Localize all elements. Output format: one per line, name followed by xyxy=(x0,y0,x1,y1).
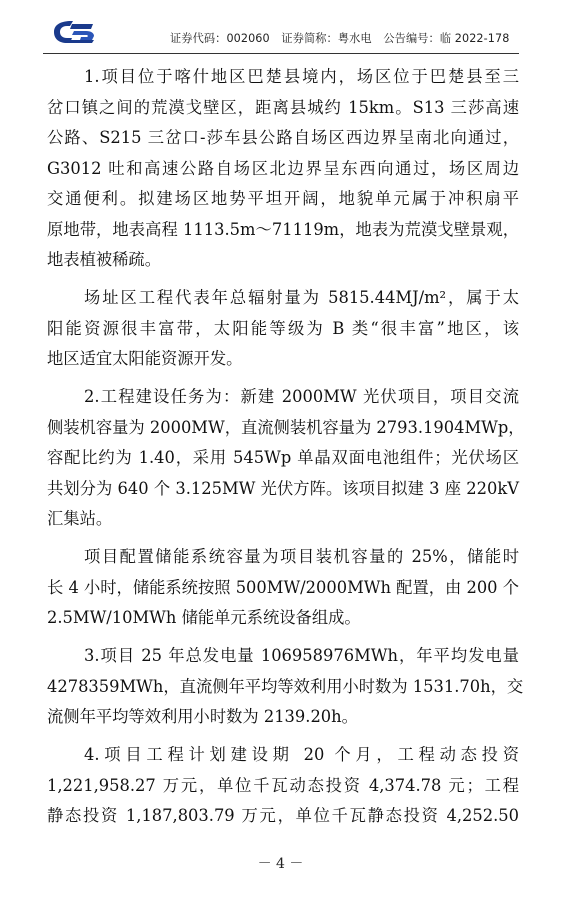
stock-name: 证券简称：粤水电 xyxy=(281,32,372,45)
text-line: 地表植被稀疏。 xyxy=(47,250,161,269)
text-line: 4278359MWh，直流侧年平均等效利用小时数为 1531.70h，交 xyxy=(47,676,524,696)
text-line: 静态投资 1,187,803.79 万元，单位千瓦静态投资 4,252.50 xyxy=(47,806,519,825)
text-line: 长 4 小时，储能系统按照 500MW/2000MWh 配置，由 200 个 xyxy=(47,577,519,597)
paragraph-radiation xyxy=(47,283,519,375)
header-divider xyxy=(43,53,519,54)
text-line: 公路、S215 三岔口-莎车县公路自场区西边界呈南北向通过， xyxy=(47,128,519,147)
paragraph-generation xyxy=(47,641,524,733)
paragraph-storage xyxy=(47,542,519,634)
text-line: 4.项目工程计划建设期 20 个月，工程动态投资 xyxy=(84,745,519,764)
text-line: 原地带，地表高程 1113.5m～71119m，地表为荒漠戈壁景观， xyxy=(47,219,519,239)
text-line: 2.工程建设任务为：新建 2000MW 光伏项目，项目交流 xyxy=(84,387,519,406)
text-line: 地区适宜太阳能资源开发。 xyxy=(47,349,243,368)
text-line: 项目配置储能系统容量为项目装机容量的 25%，储能时 xyxy=(84,547,519,566)
text-line: 交通便利。拟建场区地势平坦开阔，地貌单元属于冲积扇平 xyxy=(47,189,519,208)
company-logo-icon xyxy=(50,19,98,45)
text-line: 3.项目 25 年总发电量 106958976MWh，年平均发电量 xyxy=(84,646,519,665)
paragraph-investment xyxy=(47,740,519,832)
text-line: G3012 吐和高速公路自场区北边界呈东西向通过，场区周边 xyxy=(47,158,519,178)
paragraph-location xyxy=(47,62,519,276)
stock-code: 证券代码：002060 xyxy=(170,32,270,45)
text-line: 岔口镇之间的荒漠戈壁区，距离县城约 15km。S13 三莎高速 xyxy=(47,97,519,117)
text-line: 共划分为 640 个 3.125MW 光伏方阵。该项目拟建 3 座 220kV xyxy=(47,478,519,498)
text-line: 侧装机容量为 2000MW，直流侧装机容量为 2793.1904MWp， xyxy=(47,417,525,437)
text-line: 2.5MW/10MWh 储能单元系统设备组成。 xyxy=(47,608,361,627)
header-info xyxy=(170,30,515,46)
paragraph-construction xyxy=(47,382,525,535)
text-line: 阳能资源很丰富带，太阳能等级为 B 类“很丰富”地区，该 xyxy=(47,318,519,338)
text-line: 1,221,958.27 万元，单位千瓦动态投资 4,374.78 元；工程 xyxy=(47,775,519,795)
text-line: 场址区工程代表年总辐射量为 5815.44MJ/m²，属于太 xyxy=(84,288,519,307)
text-line: 流侧年平均等效利用小时数为 2139.20h。 xyxy=(47,707,358,726)
page-header xyxy=(0,0,561,58)
page-number: － 4 － xyxy=(257,856,304,872)
document-body xyxy=(47,62,525,832)
text-line: 1.项目位于喀什地区巴楚县境内，场区位于巴楚县至三 xyxy=(84,67,519,86)
text-line: 容配比约为 1.40，采用 545Wp 单晶双面电池组件；光伏场区 xyxy=(47,448,519,467)
text-line: 汇集站。 xyxy=(47,509,113,528)
notice-number: 公告编号：临 2022-178 xyxy=(383,32,510,45)
